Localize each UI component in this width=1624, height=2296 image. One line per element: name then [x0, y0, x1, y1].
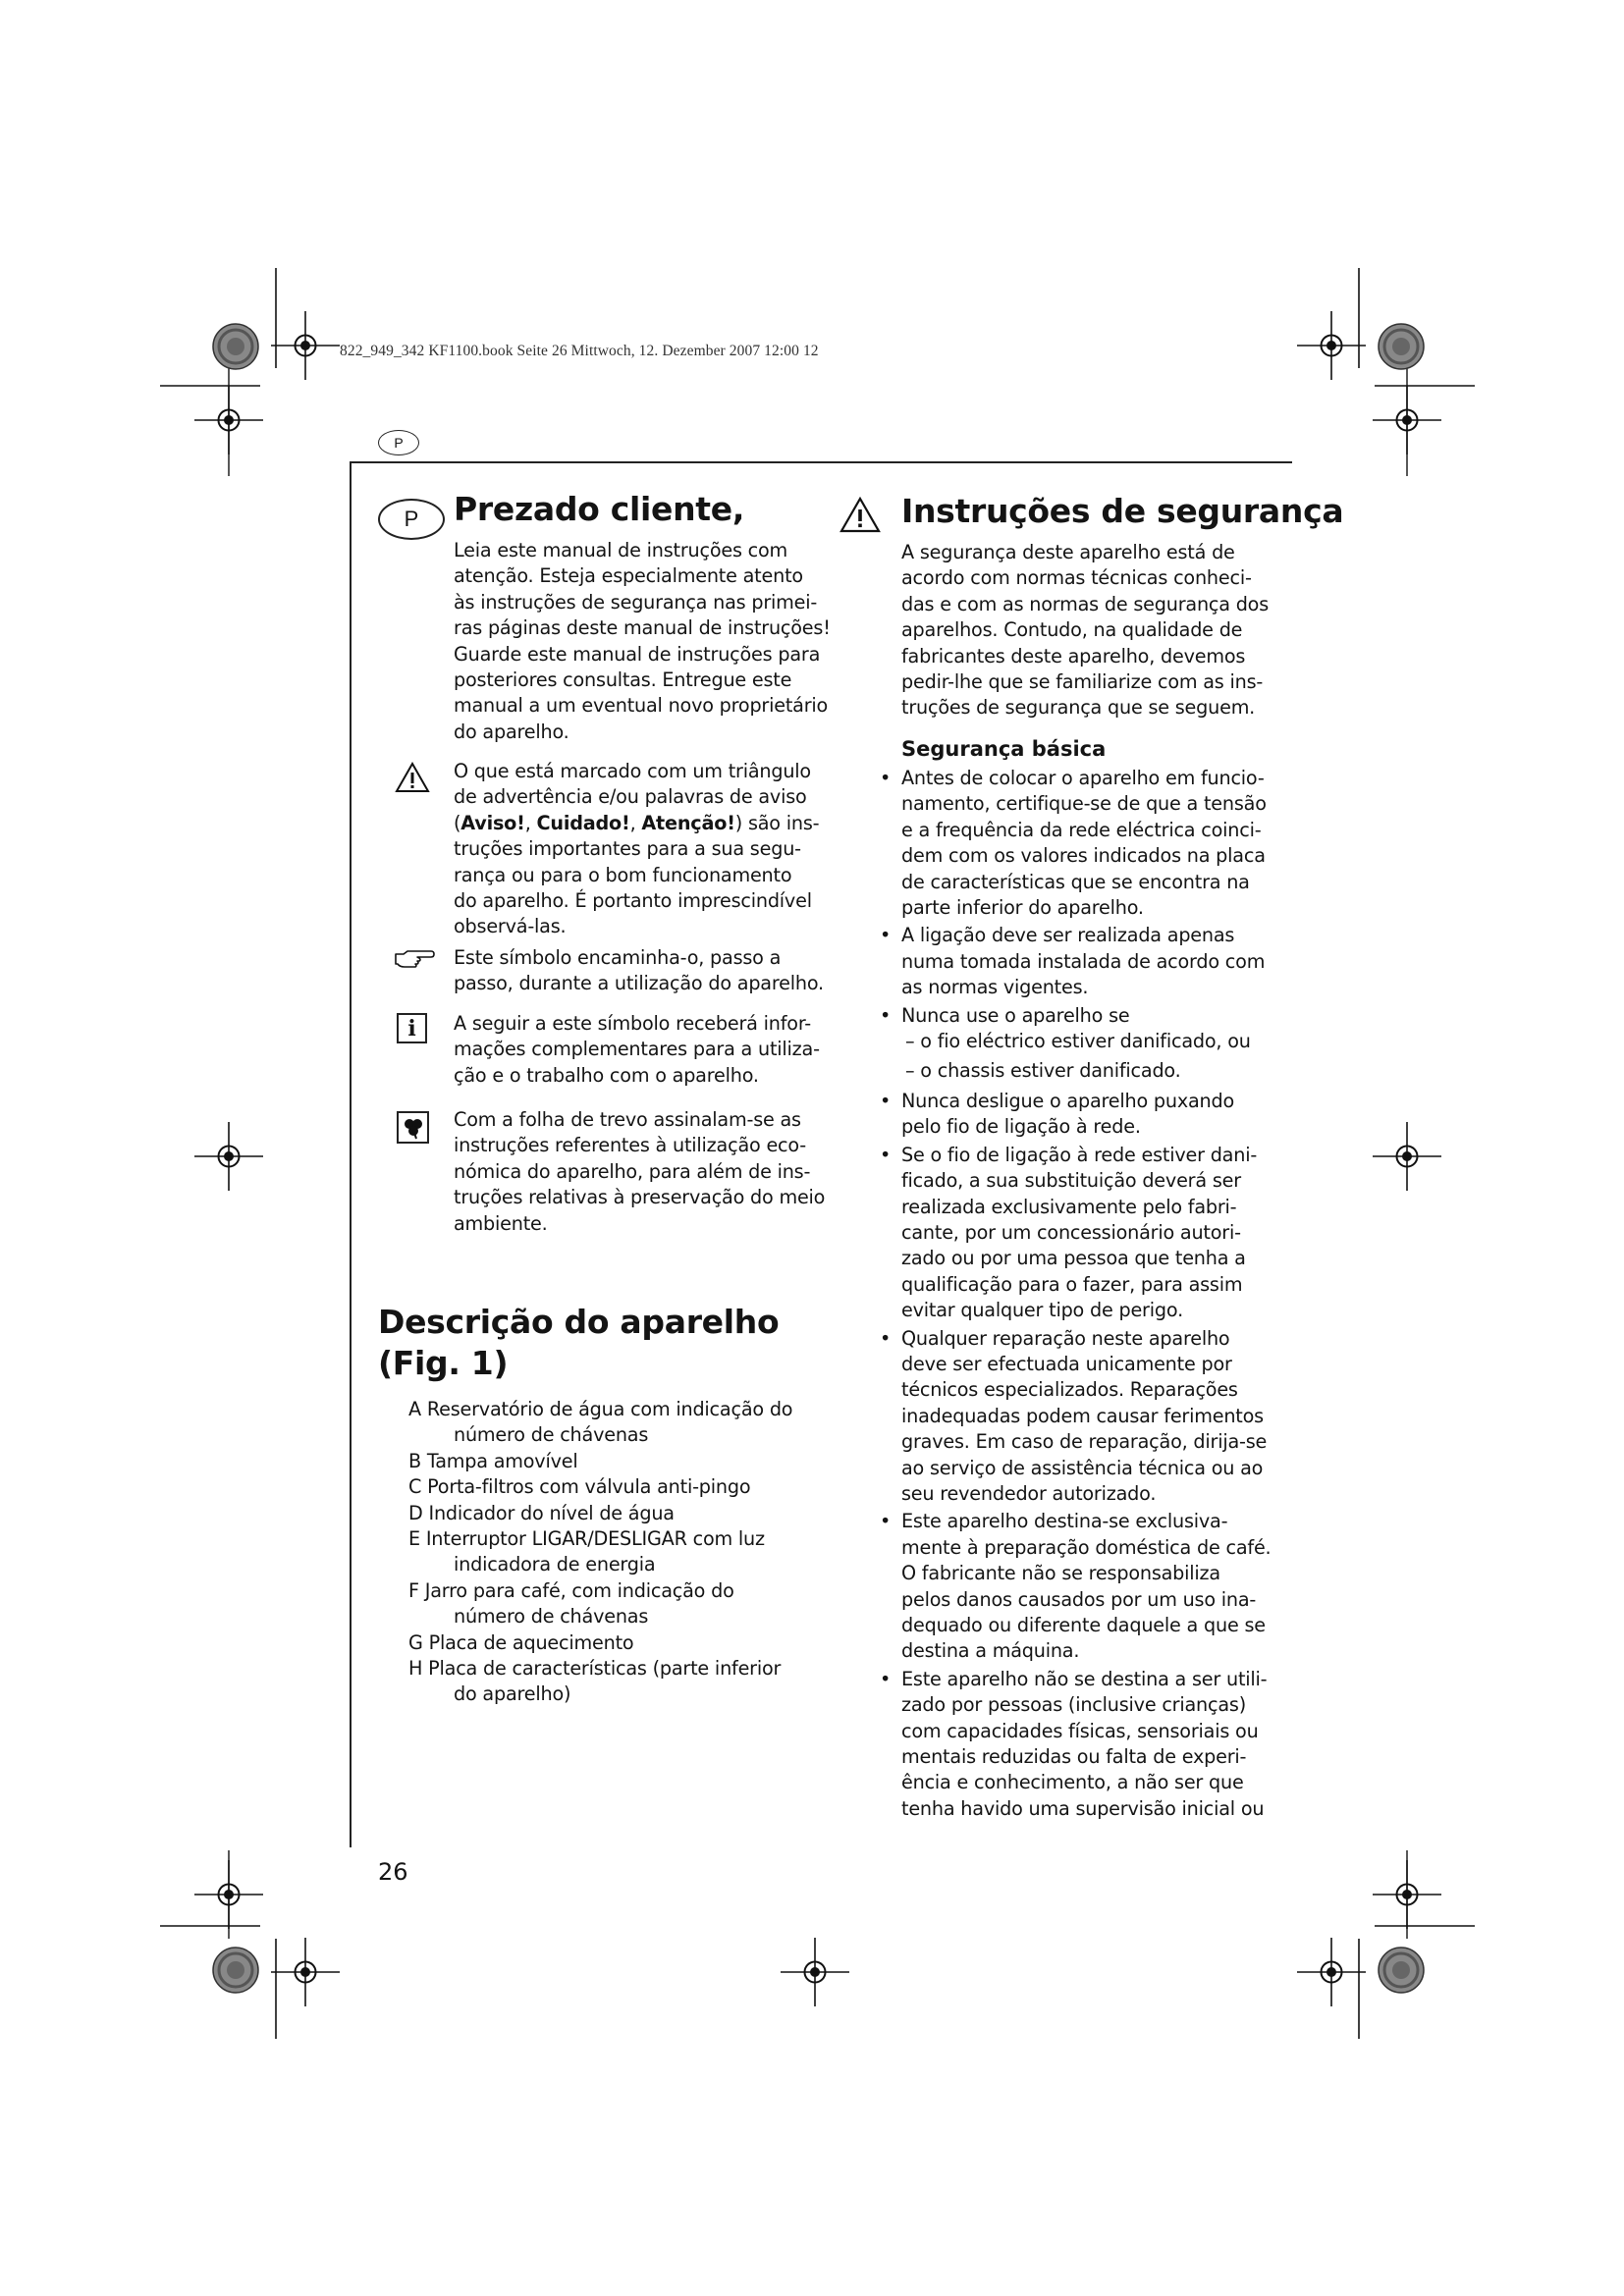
part-item — [408, 1501, 792, 1526]
text-line: fabricantes deste aparelho, devemos — [901, 644, 1246, 667]
part-label: Tampa amovível — [426, 1449, 578, 1472]
warning-triangle-icon — [395, 762, 430, 793]
safety-intro — [901, 540, 1269, 721]
part-label-continued: número de chávenas — [454, 1605, 649, 1629]
part-label: Porta-filtros com válvula anti-pingo — [427, 1475, 751, 1499]
part-item — [408, 1656, 792, 1708]
clover-leaf-icon — [397, 1111, 429, 1144]
registration-mark-icon — [1373, 1860, 1441, 1929]
device-description-title: Descrição do aparelho — [378, 1303, 780, 1341]
text-line: Com a folha de trevo assinalam-se as — [454, 1108, 801, 1131]
text-line: nómica do aparelho, para além de ins- — [454, 1159, 811, 1183]
part-label: Placa de aquecimento — [428, 1630, 634, 1654]
keyword-atencao: Atenção! — [641, 811, 735, 834]
part-letter: E — [408, 1527, 420, 1551]
text-line: ras páginas deste manual de instruções! — [454, 616, 831, 640]
bullet-item: • Nunca desligue o aparelho puxando pelo fio de ligação à rede. — [880, 1089, 1235, 1139]
text-line: observá-las. — [454, 915, 567, 938]
text-line: aparelhos. Contudo, na qualidade de — [901, 618, 1243, 642]
bullet-item: • Este aparelho destina-se exclusiva- mente à preparação doméstica de café. O fabricante não se responsabiliza pelos danos causados por um uso ina- dequado ou diferente daquele a que se destina a máquina. — [880, 1510, 1272, 1663]
page-number: 26 — [378, 1858, 408, 1886]
part-label: Jarro para café, com indicação do — [424, 1578, 734, 1602]
hand-symbol-note — [454, 945, 824, 997]
text-line: A seguir a este símbolo receberá infor- — [454, 1012, 812, 1035]
registration-mark-icon — [1373, 386, 1441, 454]
language-badge-large: P — [378, 499, 445, 540]
part-label: Placa de características (parte inferior — [428, 1657, 782, 1681]
bullet-item: • Nunca use o aparelho se – o fio eléctrico estiver danificado, ou – o chassis estiver danificado. — [901, 1003, 1271, 1085]
info-icon: i — [397, 1013, 427, 1043]
part-item — [408, 1474, 792, 1500]
part-letter: G — [408, 1630, 423, 1654]
text-line: mações complementares para a utiliza- — [454, 1038, 820, 1061]
part-label-continued: número de chávenas — [454, 1423, 649, 1447]
registration-mark-icon — [1373, 1122, 1441, 1191]
print-slug: 822_949_342 KF1100.book Seite 26 Mittwoch, 12. Dezember 2007 12:00 12 — [340, 343, 819, 359]
warning-triangle-icon — [839, 497, 881, 533]
part-letter: F — [408, 1578, 419, 1602]
text-line: pedir-lhe que se familiarize com as ins- — [901, 670, 1264, 694]
intro-paragraph — [454, 538, 831, 745]
text-line: O que está marcado com um triângulo — [454, 760, 811, 782]
text-line: A segurança deste aparelho está de — [901, 541, 1235, 563]
text-line: truções de segurança que se seguem. — [901, 696, 1256, 720]
text-line: ambiente. — [454, 1211, 548, 1235]
text-line: atenção. Esteja especialmente atento — [454, 564, 803, 588]
sub-item: – o chassis estiver danificado. — [905, 1059, 1181, 1083]
bullet-item: • Antes de colocar o aparelho em funcio- namento, certifique-se de que a tensão e a frequência da rede eléctrica coinci- dem com os valores indicados na placa de características que se encontra na parte inferior do aparelho. — [880, 767, 1267, 920]
part-label: Interruptor LIGAR/DESLIGAR com luz — [425, 1527, 765, 1551]
part-letter: A — [408, 1398, 421, 1420]
text-line: Leia este manual de instruções com — [454, 539, 788, 561]
text-line: ção e o trabalho com o aparelho. — [454, 1063, 759, 1087]
part-item — [408, 1630, 792, 1656]
safety-bullets — [880, 766, 1272, 1822]
keyword-aviso: Aviso! — [460, 811, 525, 834]
keyword-cuidado: Cuidado! — [536, 811, 630, 834]
device-description-figure-ref: (Fig. 1) — [378, 1344, 509, 1382]
registration-mark-icon — [194, 386, 263, 454]
text-line: às instruções de segurança nas primei- — [454, 590, 818, 614]
safety-title: Instruções de segurança — [901, 492, 1344, 530]
text-line: truções relativas à preservação do meio — [454, 1186, 826, 1209]
color-target-icon — [1379, 1948, 1424, 1993]
registration-mark-icon — [271, 1938, 340, 2006]
bullet-item: • Se o fio de ligação à rede estiver dani- ficado, a sua substituição deverá ser realizada exclusivamente pelo fabri- cante, por um concessionário autori- zado ou por uma pessoa que tenha a qualificação para o fazer, para assim evitar qualquer tipo de perigo. — [880, 1143, 1258, 1322]
bullet-item: • A ligação deve ser realizada apenas numa tomada instalada de acordo com as normas vigentes. — [880, 924, 1266, 999]
eco-symbol-note — [454, 1107, 825, 1237]
text-line: truções importantes para a sua segu- — [454, 837, 801, 861]
part-label: Indicador do nível de água — [428, 1501, 675, 1524]
language-badge: P — [378, 430, 419, 455]
part-label-continued: do aparelho) — [454, 1682, 571, 1706]
registration-mark-icon — [194, 1860, 263, 1929]
text-line: de advertência e/ou palavras de aviso — [454, 785, 807, 809]
text-line: acordo com normas técnicas conheci- — [901, 566, 1252, 590]
color-target-icon — [213, 1948, 258, 1993]
bullet-item: • Qualquer reparação neste aparelho deve ser efectuada unicamente por técnicos especializados. Reparações inadequadas podem causar ferimentos graves. Em caso de reparação, dirija-se ao serviço de assistência técnica ou ao seu revendedor autorizado. — [880, 1326, 1268, 1505]
registration-mark-icon — [1297, 311, 1366, 380]
parts-list — [408, 1397, 792, 1708]
text-line: manual a um eventual novo proprietário — [454, 694, 829, 718]
text-line: do aparelho. É portanto imprescindível — [454, 889, 812, 913]
pointing-hand-icon — [394, 948, 435, 970]
registration-mark-icon — [781, 1938, 849, 2006]
color-target-icon — [213, 324, 258, 369]
warning-note — [454, 759, 819, 940]
margin-rule — [350, 461, 352, 1847]
text-line: posteriores consultas. Entregue este — [454, 668, 792, 692]
text-line: instruções referentes à utilização eco- — [454, 1134, 807, 1157]
text-line: das e com as normas de segurança dos — [901, 592, 1270, 615]
welcome-title: Prezado cliente, — [454, 490, 745, 528]
registration-mark-icon — [1297, 1938, 1366, 2006]
color-target-icon — [1379, 324, 1424, 369]
part-item — [408, 1578, 792, 1630]
text-line: rança ou para o bom funcionamento — [454, 863, 792, 886]
part-letter: B — [408, 1449, 421, 1472]
part-item — [408, 1397, 792, 1449]
part-letter: H — [408, 1657, 423, 1681]
text-line: passo, durante a utilização do aparelho. — [454, 972, 824, 995]
header-rule — [350, 461, 1292, 463]
registration-mark-icon — [194, 1122, 263, 1191]
sub-item: – o fio eléctrico estiver danificado, ou — [905, 1030, 1251, 1053]
part-label-continued: indicadora de energia — [454, 1553, 656, 1576]
part-item — [408, 1526, 792, 1578]
text-line: Este símbolo encaminha-o, passo a — [454, 946, 782, 969]
info-symbol-note — [454, 1011, 820, 1089]
bullet-item: • Este aparelho não se destina a ser utili- zado por pessoas (inclusive crianças) com capacidades físicas, sensoriais ou mentais reduzidas ou falta de experi- ência e conhecimento, a não ser que tenha havido uma supervisão inicial ou — [880, 1667, 1268, 1820]
registration-mark-icon — [271, 311, 340, 380]
part-label: Reservatório de água com indicação do — [426, 1398, 793, 1420]
part-letter: C — [408, 1475, 422, 1499]
part-letter: D — [408, 1501, 423, 1524]
basic-safety-subtitle: Segurança básica — [901, 737, 1107, 761]
text-line: (Aviso!, Cuidado!, Atenção!) são ins- — [454, 811, 820, 834]
text-line: Guarde este manual de instruções para — [454, 642, 821, 666]
part-item — [408, 1449, 792, 1474]
text-line: do aparelho. — [454, 720, 569, 743]
